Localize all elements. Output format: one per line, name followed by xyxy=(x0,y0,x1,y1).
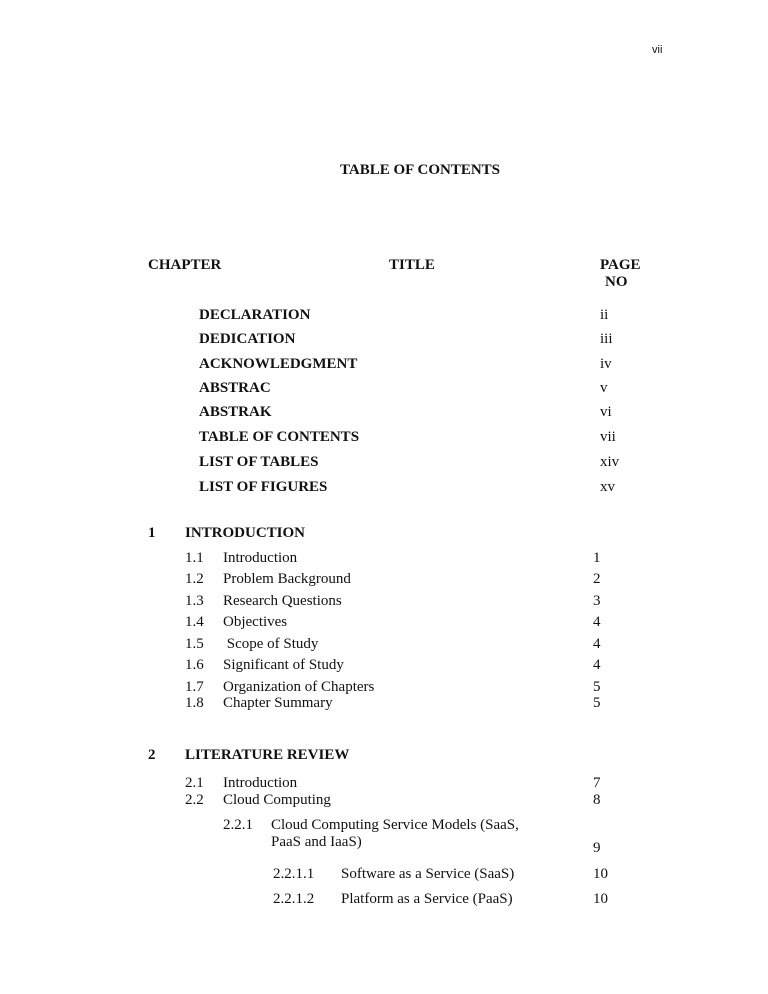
toc-entry-page: iii xyxy=(600,331,613,347)
section-title: Cloud Computing xyxy=(223,792,331,808)
section-number: 1.3 xyxy=(185,593,204,609)
toc-entry-title: LIST OF TABLES xyxy=(199,454,319,470)
header-page: PAGE xyxy=(600,257,641,273)
header-chapter: CHAPTER xyxy=(148,257,222,273)
section-title: Significant of Study xyxy=(223,657,344,673)
section-page: 8 xyxy=(593,792,601,808)
subsubsection-number: 2.2.1.2 xyxy=(273,891,315,907)
section-page: 1 xyxy=(593,550,601,566)
subsubsection-page: 10 xyxy=(593,891,608,907)
toc-entry-title: ACKNOWLEDGMENT xyxy=(199,356,358,372)
section-page: 4 xyxy=(593,614,601,630)
toc-entry-title: DECLARATION xyxy=(199,307,311,323)
section-number: 2.1 xyxy=(185,775,204,791)
header-title: TITLE xyxy=(389,257,435,273)
subsubsection-page: 10 xyxy=(593,866,608,882)
chapter-number: 2 xyxy=(148,747,156,763)
page-number: vii xyxy=(652,44,663,56)
section-page: 5 xyxy=(593,695,601,711)
section-page: 7 xyxy=(593,775,601,791)
toc-entry-title: LIST OF FIGURES xyxy=(199,479,328,495)
toc-entry-page: vi xyxy=(600,404,612,420)
subsubsection-number: 2.2.1.1 xyxy=(273,866,315,882)
toc-entry-title: ABSTRAK xyxy=(199,404,272,420)
page-title: TABLE OF CONTENTS xyxy=(339,162,501,178)
subsection-title: Cloud Computing Service Models (SaaS, xyxy=(271,817,519,833)
section-number: 1.5 xyxy=(185,636,204,652)
header-page-no: NO xyxy=(605,274,628,290)
section-page: 4 xyxy=(593,636,601,652)
toc-entry-page: xiv xyxy=(600,454,620,470)
section-title: Research Questions xyxy=(223,593,342,609)
subsubsection-title: Software as a Service (SaaS) xyxy=(341,866,515,882)
toc-entry-title: TABLE OF CONTENTS xyxy=(199,429,360,445)
toc-entry-page: ii xyxy=(600,307,609,323)
toc-entry-page: vii xyxy=(600,429,616,445)
section-number: 1.6 xyxy=(185,657,204,673)
section-number: 1.8 xyxy=(185,695,204,711)
chapter-title: INTRODUCTION xyxy=(185,525,306,541)
section-number: 1.4 xyxy=(185,614,204,630)
subsection-title-continued: PaaS and IaaS) xyxy=(271,834,362,850)
toc-entry-title: DEDICATION xyxy=(199,331,296,347)
toc-entry-title: ABSTRAC xyxy=(199,380,271,396)
section-title: Scope of Study xyxy=(223,636,319,652)
section-page: 3 xyxy=(593,593,601,609)
section-number: 1.1 xyxy=(185,550,204,566)
section-page: 4 xyxy=(593,657,601,673)
subsection-number: 2.2.1 xyxy=(223,817,253,833)
section-title: Objectives xyxy=(223,614,288,630)
section-number: 1.2 xyxy=(185,571,204,587)
chapter-title: LITERATURE REVIEW xyxy=(185,747,350,763)
subsection-page: 9 xyxy=(593,840,601,856)
section-title: Introduction xyxy=(223,775,298,791)
section-title: Organization of Chapters xyxy=(223,679,375,695)
section-number: 2.2 xyxy=(185,792,204,808)
section-title: Problem Background xyxy=(223,571,351,587)
section-page: 5 xyxy=(593,679,601,695)
toc-entry-page: xv xyxy=(600,479,615,495)
section-title: Introduction xyxy=(223,550,298,566)
toc-entry-page: v xyxy=(600,380,608,396)
section-number: 1.7 xyxy=(185,679,204,695)
section-page: 2 xyxy=(593,571,601,587)
subsubsection-title: Platform as a Service (PaaS) xyxy=(341,891,513,907)
toc-entry-page: iv xyxy=(600,356,612,372)
chapter-number: 1 xyxy=(148,525,156,541)
section-title: Chapter Summary xyxy=(223,695,333,711)
